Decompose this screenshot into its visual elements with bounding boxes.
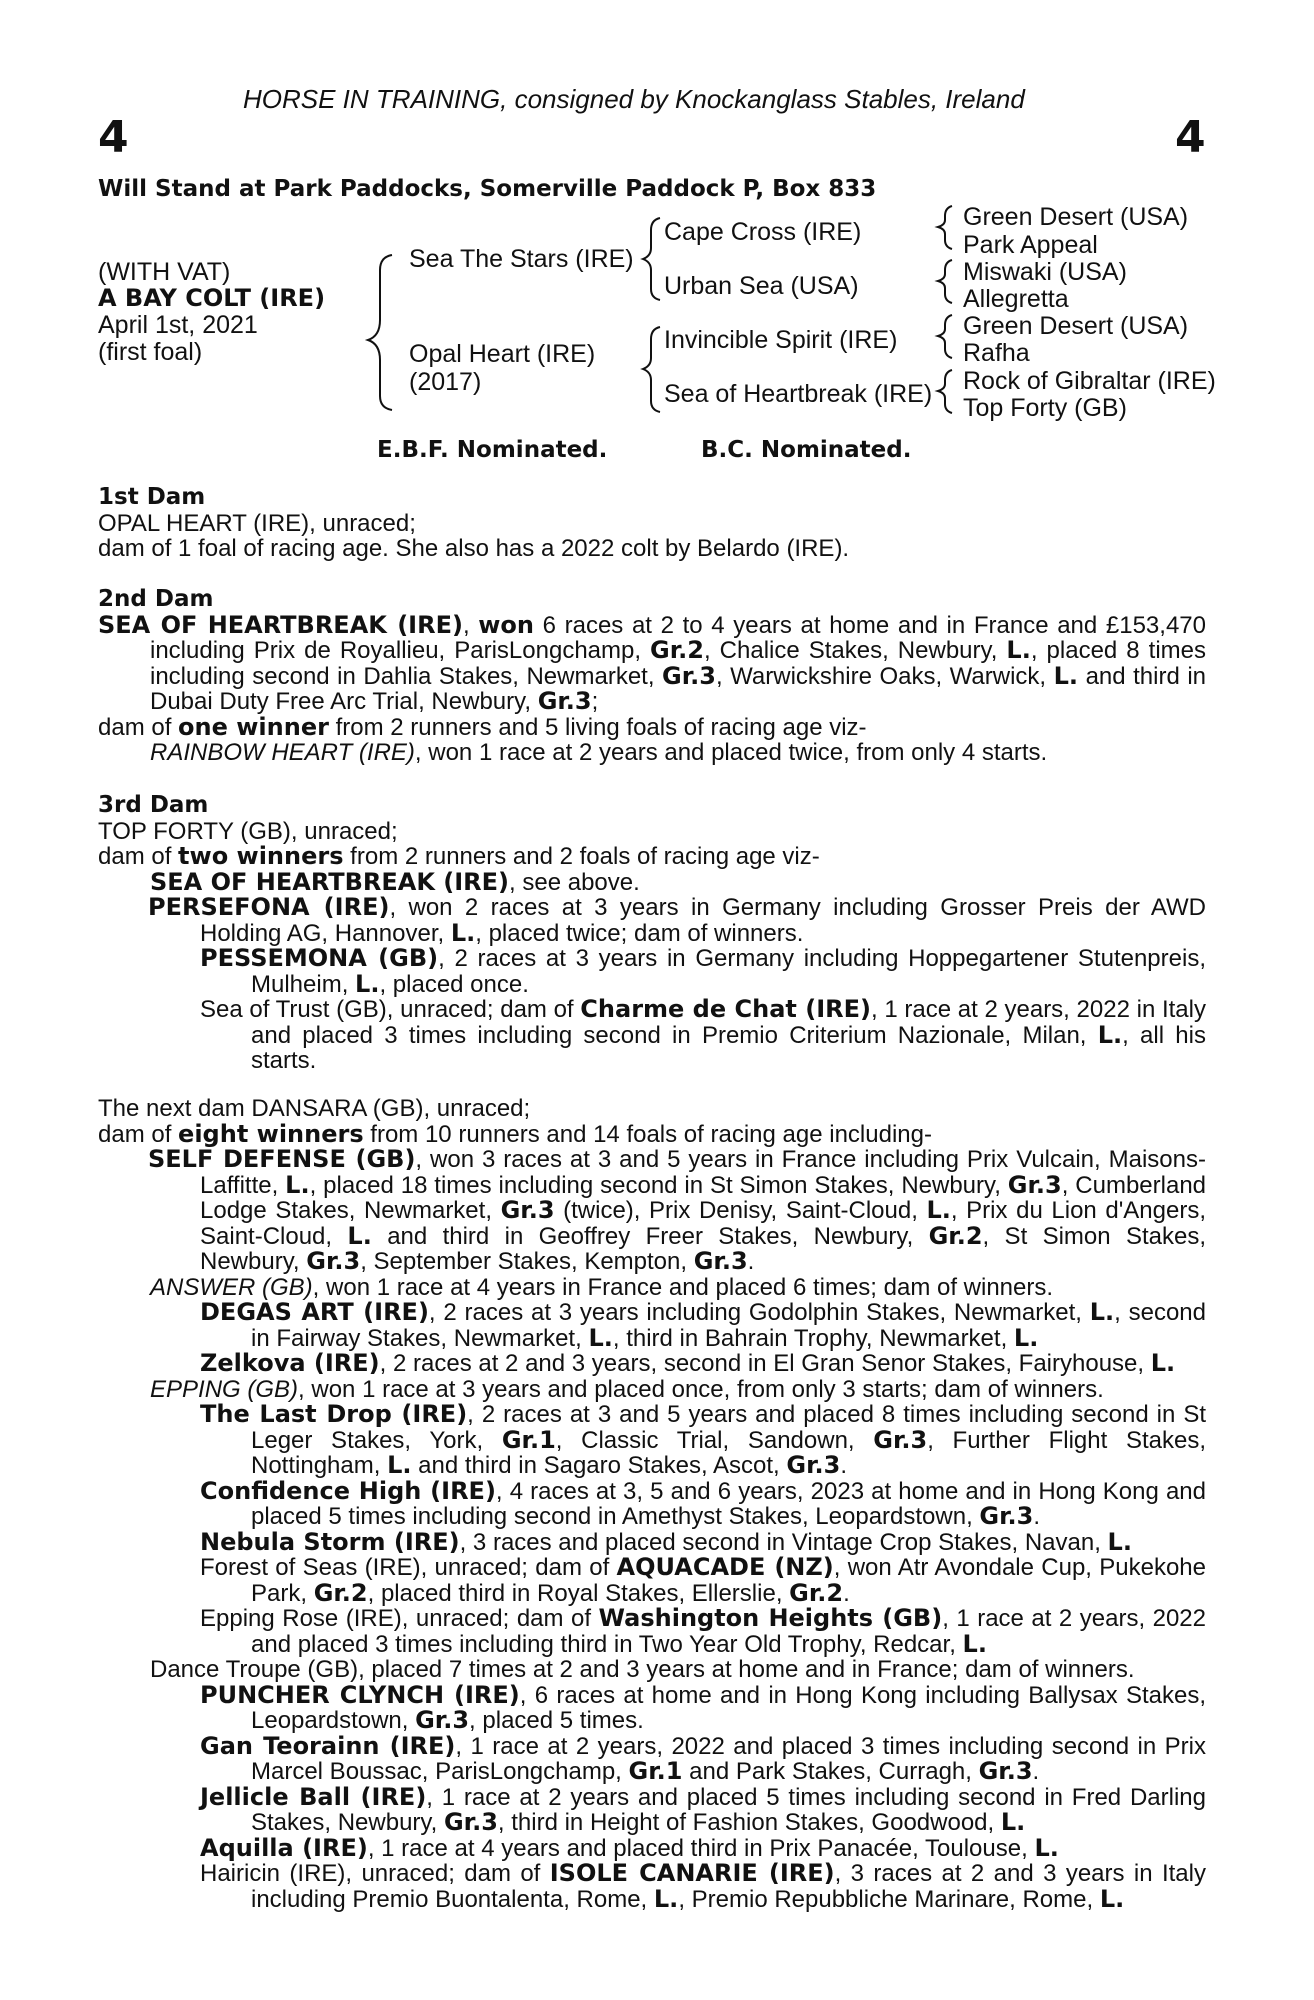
horse-name: Confidence High (IRE) <box>200 1476 496 1505</box>
text: and third in Dubai Duty Free Arc Trial, Newbury, <box>150 662 1207 715</box>
consignment-header: HORSE IN TRAINING, consigned by Knockanglass Stables, Ireland <box>243 84 1025 114</box>
first-dam-foals: dam of 1 foal of racing age. She also has a 2022 colt by Belardo (IRE). <box>98 535 850 562</box>
horse-name: Aquilla (IRE) <box>200 1833 368 1862</box>
first-dam-line: OPAL HEART (IRE), unraced; <box>98 509 416 537</box>
third-dam-heading: 3rd Dam <box>98 792 209 818</box>
text: , won Atr Avondale Cup, Pukekohe Park, <box>251 1554 1207 1607</box>
listed: L. <box>355 969 380 998</box>
produce-entry <box>98 1527 1206 1556</box>
text: , 4 races at 3, 5 and 6 years, 2023 at home and in Hong Kong and placed 5 times including second in Amethyst Stakes, Leopardstown, <box>251 1477 1206 1530</box>
produce-entry <box>98 1833 1206 1862</box>
produce-entry <box>98 1657 1206 1683</box>
listed: L. <box>588 1323 613 1352</box>
horse-name: ISOLE CANARIE (IRE) <box>549 1859 835 1887</box>
winners-count: two winners <box>178 842 344 870</box>
lot-number-right: 4 <box>1175 112 1206 163</box>
listed: L. <box>347 1221 372 1250</box>
pedigree-dds: Rock of Gibraltar (IRE) <box>963 367 1216 395</box>
text: and third in Geoffrey Freer Stakes, Newbury, <box>371 1222 929 1250</box>
subject-note: (first foal) <box>98 338 203 366</box>
text: , won 1 race at 3 years and placed once, from only 3 starts; dam of winners. <box>298 1375 1104 1403</box>
produce-entry <box>98 895 1206 946</box>
listed: L. <box>926 1196 951 1224</box>
grade: Gr.2 <box>650 636 704 664</box>
produce-entry <box>98 997 1206 1074</box>
sd-brace <box>938 260 952 303</box>
text: from 2 runners and 2 foals of racing age viz- <box>343 843 820 870</box>
listed: L. <box>1034 1833 1059 1862</box>
horse-name: PUNCHER CLYNCH (IRE) <box>200 1680 520 1709</box>
grade: Gr.3 <box>500 1196 555 1224</box>
produce-entry <box>98 1782 1206 1836</box>
main-brace <box>368 255 392 410</box>
second-dam-section <box>98 586 1206 766</box>
text: won <box>478 610 534 639</box>
text: , see above. <box>509 868 640 896</box>
horse-name: Zelkova (IRE) <box>200 1349 380 1377</box>
first-dam-heading: 1st Dam <box>98 484 206 510</box>
pedigree-sd: Urban Sea (USA) <box>664 272 859 300</box>
text: , 1 race at 4 years and placed third in Prix Panacée, Toulouse, <box>367 1834 1035 1862</box>
grade: Gr.3 <box>1007 1170 1062 1199</box>
ebf-nomination: E.B.F. Nominated. <box>377 437 608 463</box>
subject-name: A BAY COLT (IRE) <box>98 284 326 312</box>
text: . <box>843 1579 850 1607</box>
winners-count: eight winners <box>178 1119 364 1148</box>
produce-entry <box>98 1275 1206 1301</box>
bc-nomination: B.C. Nominated. <box>701 437 912 463</box>
produce-entry <box>98 1861 1206 1912</box>
pedigree-dam-year: (2017) <box>409 368 482 396</box>
text: , placed third in Royal Stakes, Ellerslie, <box>367 1579 790 1607</box>
text: dam of <box>98 1120 179 1148</box>
text: , placed 18 times including second in St Simon Stakes, Newbury, <box>309 1171 1008 1199</box>
listed: L. <box>1107 1527 1132 1556</box>
text: , placed 5 times. <box>469 1707 644 1734</box>
grade: Gr.3 <box>786 1451 841 1479</box>
listed: L. <box>1053 661 1079 690</box>
stand-location: Will Stand at Park Paddocks, Somerville Paddock P, Box 833 <box>98 176 877 202</box>
horse-name: SELF DEFENSE (GB) <box>148 1145 416 1173</box>
grade: Gr.1 <box>501 1425 556 1454</box>
third-dam-produce <box>98 844 1206 870</box>
grade: Gr.3 <box>537 687 592 715</box>
horse-name: ANSWER (GB) <box>150 1273 313 1301</box>
text: Sea of Trust (GB), unraced; dam of <box>200 996 581 1023</box>
text: , Classic Trial, Sandown, <box>555 1426 874 1454</box>
produce-entry <box>98 1377 1206 1403</box>
text: Epping Rose (IRE), unraced; dam of <box>200 1605 599 1632</box>
listed: L. <box>1099 1884 1125 1913</box>
pedigree-sss: Green Desert (USA) <box>963 203 1189 231</box>
text: , placed 8 times including second in Dahlia Stakes, Newmarket, <box>150 637 1206 690</box>
produce-entry <box>98 1351 1206 1377</box>
text: , third in Height of Fashion Stakes, Goodwood, <box>497 1809 1001 1836</box>
text: , 2 races at 3 years in Germany including Hoppegartener Stutenpreis, Mulheim, <box>251 945 1206 998</box>
text: , third in Bahrain Trophy, Newmarket, <box>612 1324 1014 1352</box>
produce-entry <box>98 1680 1207 1734</box>
produce-entry <box>98 946 1206 997</box>
pedigree-dss: Green Desert (USA) <box>963 312 1189 340</box>
text: . <box>1033 1503 1041 1530</box>
horse-name: SEA OF HEARTBREAK (IRE) <box>98 610 463 639</box>
produce-entry <box>98 1731 1206 1785</box>
horse-name: PERSEFONA (IRE) <box>148 893 390 921</box>
text: , won 3 races at 3 and 5 years in France including Prix Vulcain, Maisons-Laffitte, <box>200 1146 1206 1199</box>
text: , placed once. <box>379 970 529 998</box>
text: , <box>462 611 479 639</box>
horse-name: DEGAS ART (IRE) <box>200 1298 429 1326</box>
pedigree-dd: Sea of Heartbreak (IRE) <box>664 380 933 408</box>
produce-entry <box>98 867 1206 896</box>
produce-entry <box>98 1476 1206 1530</box>
text: 6 races at 2 to 4 years at home and in France and £153,470 including Prix de Royallieu, ParisLongchamp, <box>150 611 1206 664</box>
produce-entry <box>98 1402 1206 1479</box>
pedigree-ds: Invincible Spirit (IRE) <box>664 326 898 354</box>
produce-entry <box>98 1300 1206 1351</box>
horse-name: EPPING (GB) <box>150 1375 299 1403</box>
grade: Gr.3 <box>415 1706 470 1734</box>
text: , Premio Repubbliche Marinare, Rome, <box>678 1885 1100 1913</box>
produce-entry <box>98 1555 1206 1606</box>
ds-brace <box>938 315 952 358</box>
text: and Park Stakes, Curragh, <box>682 1758 979 1785</box>
grade: Gr.3 <box>978 1757 1033 1785</box>
text: , Cumberland Lodge Stakes, Newmarket, <box>200 1171 1207 1224</box>
horse-name: AQUACADE (NZ) <box>616 1553 834 1581</box>
text: , 1 race at 2 years, 2022 in Italy and placed 3 times including second in Premio Criterium Nazionale, Milan, <box>251 996 1206 1049</box>
text: , 2 races at 3 years including Godolphin Stakes, Newmarket, <box>428 1299 1090 1326</box>
grade: Gr.3 <box>662 661 716 690</box>
text: , won 2 races at 3 years in Germany including Grosser Preis der AWD Holding AG, Hannover, <box>200 894 1206 947</box>
text: Dance Troupe (GB), placed 7 times at 2 and 3 years at home and in France; dam of winners. <box>150 1656 1135 1683</box>
listed: L. <box>1097 1020 1123 1049</box>
fourth-dam-produce <box>98 1119 1206 1148</box>
pedigree-dam: Opal Heart (IRE) <box>409 340 596 368</box>
text: . <box>747 1248 755 1275</box>
second-dam-record <box>98 610 1207 715</box>
text: , all his starts. <box>251 1021 1206 1074</box>
text: . <box>840 1452 847 1479</box>
pedigree-sds: Miswaki (USA) <box>963 258 1127 286</box>
text: , Chalice Stakes, Newbury, <box>703 637 1007 664</box>
listed: L. <box>387 1451 412 1479</box>
subject-dob: April 1st, 2021 <box>98 311 258 339</box>
horse-name: PESSEMONA (GB) <box>200 944 439 972</box>
grade: Gr.3 <box>693 1247 748 1275</box>
text: , Prix du Lion d'Angers, Saint-Cloud, <box>200 1197 1206 1250</box>
grade: Gr.3 <box>443 1808 498 1836</box>
text: dam of <box>98 843 179 870</box>
text: , Warwickshire Oaks, Warwick, <box>715 662 1054 690</box>
text: . <box>1032 1758 1040 1785</box>
text: , 1 race at 2 years and placed 5 times including second in Fred Darling Stakes, Newbury, <box>251 1783 1206 1836</box>
pedigree-sdd: Allegretta <box>963 285 1069 313</box>
pedigree-ddd: Top Forty (GB) <box>963 394 1127 422</box>
listed: L. <box>1006 636 1031 664</box>
horse-name: Gan Teorainn (IRE) <box>200 1731 456 1760</box>
listed: L. <box>1150 1349 1176 1377</box>
text: , 1 race at 2 years, 2022 and placed 3 times including third in Two Year Old Trophy, Redcar, <box>251 1605 1207 1658</box>
dam-brace <box>643 327 660 412</box>
horse-name: SEA OF HEARTBREAK (IRE) <box>150 867 510 896</box>
winners-count: one winner <box>178 712 329 741</box>
text: , won 1 race at 4 years in France and placed 6 times; dam of winners. <box>312 1273 1054 1301</box>
text: Hairicin (IRE), unraced; dam of <box>200 1860 550 1887</box>
text: , Further Flight Stakes, Nottingham, <box>251 1426 1206 1479</box>
grade: Gr.1 <box>628 1757 683 1785</box>
third-dam-line: TOP FORTY (GB), unraced; <box>98 817 398 845</box>
listed: L. <box>1089 1298 1115 1326</box>
grade: Gr.2 <box>789 1578 844 1607</box>
text: , second in Fairway Stakes, Newmarket, <box>251 1299 1206 1352</box>
listed: L. <box>1000 1808 1026 1836</box>
listed: L. <box>653 1884 679 1913</box>
pedigree-dsd: Rafha <box>963 339 1030 367</box>
fourth-dam-line: The next dam DANSARA (GB), unraced; <box>98 1095 531 1122</box>
ss-brace <box>938 206 952 249</box>
text: (twice), Prix Denisy, Saint-Cloud, <box>554 1197 927 1224</box>
grade: Gr.2 <box>313 1578 368 1607</box>
sire-brace <box>643 218 660 300</box>
listed: L. <box>1013 1323 1039 1352</box>
text: , won 1 race at 2 years and placed twice, from only 4 starts. <box>414 739 1048 766</box>
pedigree-sire: Sea The Stars (IRE) <box>409 245 634 273</box>
listed: L. <box>285 1170 310 1199</box>
grade: Gr.2 <box>928 1221 983 1250</box>
text: , 2 races at 3 and 5 years and placed 8 times including second in St Leger Stakes, York, <box>251 1401 1206 1454</box>
text: , 3 races and placed second in Vintage Crop Stakes, Navan, <box>459 1528 1108 1556</box>
first-dam-section <box>98 484 1206 562</box>
text: ; <box>591 688 599 715</box>
horse-name: The Last Drop (IRE) <box>200 1400 468 1428</box>
horse-name: Washington Heights (GB) <box>598 1604 943 1632</box>
horse-name: Charme de Chat (IRE) <box>580 995 871 1023</box>
text: and third in Sagaro Stakes, Ascot, <box>411 1452 787 1479</box>
text: , 3 races at 2 and 3 years in Italy including Premio Buontalenta, Rome, <box>251 1860 1206 1913</box>
text: from 2 runners and 5 living foals of racing age viz- <box>328 713 867 741</box>
pedigree-ss: Cape Cross (IRE) <box>664 218 862 246</box>
second-dam-heading: 2nd Dam <box>98 586 214 612</box>
grade: Gr.3 <box>306 1247 361 1275</box>
horse-name: Jellicle Ball (IRE) <box>200 1782 427 1811</box>
produce-entry <box>98 740 1206 766</box>
horse-name: RAINBOW HEART (IRE) <box>150 739 415 766</box>
text: Forest of Seas (IRE), unraced; dam of <box>200 1554 617 1581</box>
pedigree-ssd: Park Appeal <box>963 231 1098 259</box>
produce-entry <box>98 1606 1206 1657</box>
third-dam-section <box>98 792 1206 1074</box>
fourth-dam-section <box>98 1096 1206 1912</box>
vat-note: (WITH VAT) <box>98 258 231 286</box>
grade: Gr.3 <box>979 1502 1034 1530</box>
listed: L. <box>450 918 476 947</box>
lot-number-left: 4 <box>98 112 129 163</box>
text: , 1 race at 2 years, 2022 and placed 3 times including second in Prix Marcel Boussac, ParisLongchamp, <box>251 1732 1206 1785</box>
dd-brace <box>938 370 952 413</box>
text: , September Stakes, Kempton, <box>360 1248 694 1275</box>
text: , St Simon Stakes, Newbury, <box>200 1222 1206 1275</box>
text: from 10 runners and 14 foals of racing age including- <box>363 1120 932 1148</box>
produce-entry <box>98 1147 1206 1275</box>
listed: L. <box>962 1629 987 1658</box>
horse-name: Nebula Storm (IRE) <box>200 1527 460 1556</box>
text: , 2 races at 2 and 3 years, second in El Gran Senor Stakes, Fairyhouse, <box>379 1350 1151 1377</box>
text: , placed twice; dam of winners. <box>475 919 804 947</box>
second-dam-produce <box>98 712 1206 741</box>
grade: Gr.3 <box>873 1425 928 1454</box>
text: , 6 races at home and in Hong Kong including Ballysax Stakes, Leopardstown, <box>251 1681 1207 1734</box>
text: dam of <box>98 713 179 741</box>
